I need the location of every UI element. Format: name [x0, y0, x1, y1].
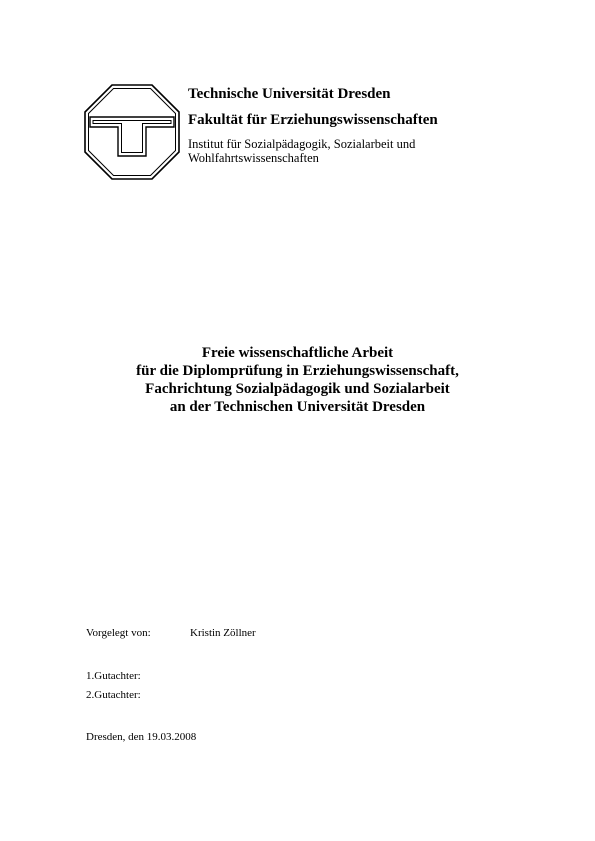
institute-line-1: Institut für Sozialpädagogik, Sozialarbeit und — [188, 137, 416, 151]
thesis-title-line-1: Freie wissenschaftliche Arbeit — [201, 345, 394, 361]
faculty-name: Fakultät für Erziehungswissenschaften — [188, 112, 438, 128]
reviewer-2-label: 2.Gutachter: — [86, 689, 141, 701]
reviewer-2-row — [86, 689, 141, 702]
place-date: Dresden, den 19.03.2008 — [86, 731, 197, 743]
thesis-title-line-3: Fachrichtung Sozialpädagogik und Sozialarbeit — [145, 381, 450, 397]
institution-header — [188, 86, 438, 165]
institute-line-2: Wohlfahrtswissenschaften — [188, 151, 319, 165]
tu-dresden-logo-icon — [84, 84, 180, 180]
thesis-title — [0, 344, 595, 416]
thesis-title-line-4: an der Technischen Universität Dresden — [169, 399, 426, 415]
reviewer-1-label: 1.Gutachter: — [86, 670, 141, 682]
institute-name — [188, 137, 438, 165]
reviewer-1-row — [86, 670, 141, 683]
submitted-by-row — [86, 627, 256, 640]
submitted-by-label: Vorgelegt von: — [86, 627, 151, 639]
thesis-title-line-2: für die Diplomprüfung in Erziehungswissenschaft, — [136, 363, 459, 379]
university-name: Technische Universität Dresden — [188, 86, 391, 102]
author-name: Kristin Zöllner — [190, 627, 256, 639]
